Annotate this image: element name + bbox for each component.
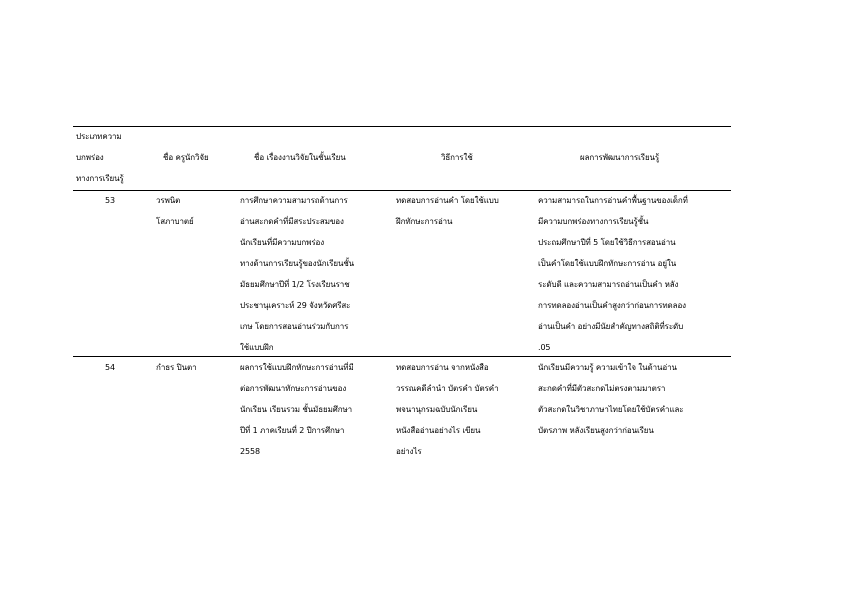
result-line: ความสามารถในการอ่านคำพื้นฐานของเด็กที่	[538, 196, 688, 205]
table-top-rule	[73, 126, 731, 127]
header-method: วิธีการใช้	[441, 153, 473, 162]
result-line: อ่านเป็นคำ อย่างมีนัยสำคัญทางสถิติที่ระดับ	[538, 322, 684, 331]
method-line: ทดสอบการอ่านคำ โดยใช้แบบ	[396, 196, 499, 205]
title-line: 2558	[240, 447, 260, 456]
result-line: ประถมศึกษาปีที่ 5 โดยใช้วิธีการสอนอ่าน	[538, 238, 676, 247]
method-line: ฝึกทักษะการอ่าน	[396, 217, 453, 226]
method-line: หนังสืออ่านอย่างไร เขียน	[396, 426, 481, 435]
result-line: ระดับดี และความสามารถอ่านเป็นคำ หลัง	[538, 280, 679, 289]
method-line: พจนานุกรมฉบับนักเรียน	[396, 405, 478, 414]
method-line: อย่างไร	[396, 447, 422, 456]
header-research-title: ชื่อ เรื่องงานวิจัยในชั้นเรียน	[254, 153, 346, 162]
header-disability-type	[76, 126, 124, 189]
result-line: มีความบกพร่องทางการเรียนรู้ชั้น	[538, 217, 649, 226]
header-type-line: บกพร่อง	[76, 153, 104, 162]
title-line: ผลการใช้แบบฝึกทักษะการอ่านที่มี	[240, 363, 354, 372]
researcher-line: กำธร ปินตา	[156, 363, 197, 372]
title-line: มัธยมศึกษาปีที่ 1/2 โรงเรียนราช	[240, 280, 350, 289]
result-line: .05	[538, 343, 551, 352]
title-line: ประชานุเคราะห์ 29 จังหวัดศรีสะ	[240, 301, 351, 310]
row-result	[538, 357, 684, 441]
title-line: เกษ โดยการสอนอ่านร่วมกับการ	[240, 322, 349, 331]
row-number: 54	[105, 363, 115, 372]
title-line: ปีที่ 1 ภาคเรียนที่ 2 ปีการศึกษา	[240, 426, 345, 435]
result-line: ตัวสะกดในวิชาภาษาไทยโดยใช้บัตรคำและ	[538, 405, 684, 414]
result-line: นักเรียนมีความรู้ ความเข้าใจ ในด้านอ่าน	[538, 363, 677, 372]
header-type-line: ประเภทความ	[76, 132, 122, 141]
result-line: สะกดคำที่มีตัวสะกดไม่ตรงตามมาตรา	[538, 384, 666, 393]
title-line: ต่อการพัฒนาทักษะการอ่านของ	[240, 384, 347, 393]
title-line: ทางด้านการเรียนรู้ของนักเรียนชั้น	[240, 259, 355, 268]
researcher-line: โสภาบาตย์	[156, 217, 194, 226]
title-line: นักเรียนที่มีความบกพร่อง	[240, 238, 325, 247]
row-result	[538, 190, 688, 358]
header-type-line: ทางการเรียนรู้	[76, 174, 124, 183]
row-research-title	[240, 357, 354, 462]
result-line: การทดลองอ่านเป็นคำสูงกว่าก่อนการทดลอง	[538, 301, 686, 310]
header-researcher: ชื่อ ครูนักวิจัย	[163, 153, 209, 162]
row-method	[396, 190, 499, 232]
row-number: 53	[105, 196, 115, 205]
result-line: บัตรภาพ หลังเรียนสูงกว่าก่อนเรียน	[538, 426, 654, 435]
title-line: การศึกษาความสามารถด้านการ	[240, 196, 348, 205]
title-line: นักเรียน เรียนรวม ชั้นมัธยมศึกษา	[240, 405, 353, 414]
row-research-title	[240, 190, 354, 358]
title-line: อ่านสะกดคำที่มีสระประสมของ	[240, 217, 344, 226]
row-researcher	[156, 190, 194, 232]
result-line: เป็นคำโดยใช้แบบฝึกทักษะการอ่าน อยู่ใน	[538, 259, 677, 268]
title-line: ใช้แบบฝึก	[240, 343, 274, 352]
row-method	[396, 357, 499, 462]
row-researcher	[156, 357, 197, 378]
method-line: วรรณคดีลำนำ บัตรคำ บัตรคำ	[396, 384, 499, 393]
method-line: ทดสอบการอ่าน จากหนังสือ	[396, 363, 489, 372]
researcher-line: วรพนิต	[156, 196, 181, 205]
header-result: ผลการพัฒนาการเรียนรู้	[580, 153, 660, 162]
